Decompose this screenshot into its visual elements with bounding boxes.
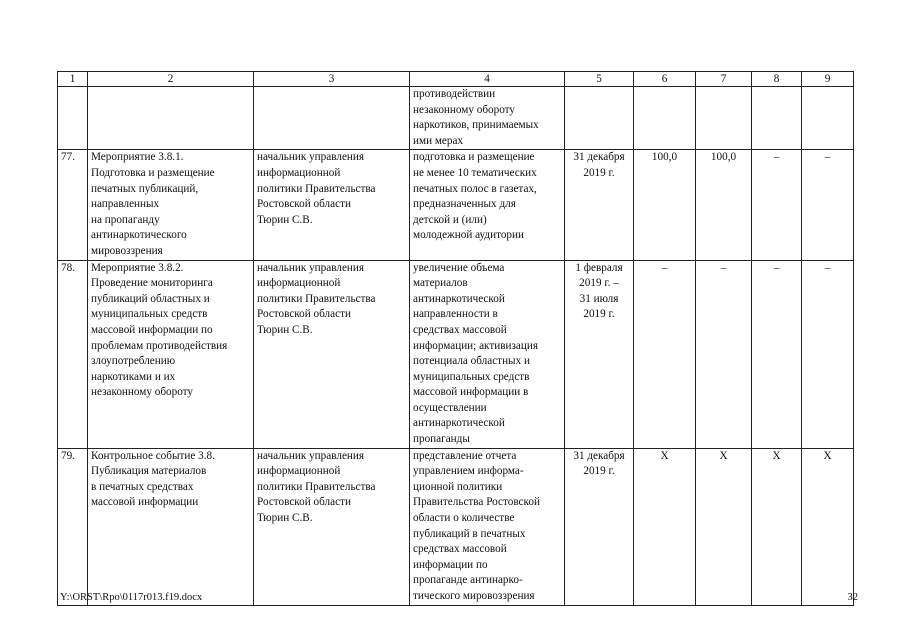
column-number: 9 — [802, 72, 854, 87]
value-col6: 100,0 — [634, 150, 696, 260]
value-col6: – — [634, 260, 696, 448]
row-number: 77. — [58, 150, 88, 260]
event-text: Мероприятие 3.8.2. Проведение мониторинга публикаций областных и муниципальных средств массовой информации по проблемам противодействия злоупотреблению наркотиками и их незаконному обороту — [91, 261, 228, 399]
column-number: 1 — [58, 72, 88, 87]
cell-empty — [254, 87, 410, 150]
cell-empty — [802, 87, 854, 150]
value-col8: – — [752, 150, 802, 260]
responsible-text: начальник управления информационной политики Правительства Ростовской области Тюрин С.В. — [257, 449, 376, 525]
responsible-text: начальник управления информационной политики Правительства Ростовской области Тюрин С.В. — [257, 151, 376, 226]
value-col9: – — [802, 150, 854, 260]
row-number: 78. — [58, 260, 88, 448]
column-number: 3 — [254, 72, 410, 87]
event-cell — [88, 260, 254, 448]
column-number-row — [58, 72, 854, 87]
value-col9: – — [802, 260, 854, 448]
table-row — [58, 448, 854, 605]
column-number: 4 — [410, 72, 565, 87]
event-text: Мероприятие 3.8.1. Подготовка и размещение печатных публикаций, направленных на пропаганду антинаркотического мировоззрения — [91, 151, 215, 257]
cell-empty — [88, 87, 254, 150]
date-text: 1 февраля 2019 г. – 31 июля 2019 г. — [575, 261, 623, 321]
table-row — [58, 150, 854, 260]
value-col7: 100,0 — [696, 150, 752, 260]
responsible-cell — [254, 448, 410, 605]
result-text: противодействии незаконному обороту наркотиков, принимаемых ими мерах — [413, 88, 539, 147]
date-text: 31 декабря 2019 г. — [573, 151, 625, 179]
value-col8: Х — [752, 448, 802, 605]
column-number: 7 — [696, 72, 752, 87]
value-col6: Х — [634, 448, 696, 605]
result-text: подготовка и размещение не менее 10 тематических печатных полос в газетах, предназначенных для детской и (или) молодежной аудитории — [413, 151, 537, 242]
cell-empty — [565, 87, 634, 150]
result-text: представление отчета управлением информа- ционной политики Правительства Ростовской области о количестве публикаций в печатных средствах массовой информации по пропаганде антинарко- тического мировоззрения — [413, 449, 540, 602]
event-text: Контрольное событие 3.8. Публикация материалов в печатных средствах массовой информации — [91, 449, 215, 509]
page-number: 32 — [847, 592, 858, 603]
result-cell — [410, 260, 565, 448]
cell-empty — [752, 87, 802, 150]
result-text: увеличение объема материалов антинаркотической направленности в средствах массовой информации; активизация потенциала областных и муниципальных средств массовой информации в осуществлении антинаркотической пропаганды — [413, 261, 538, 446]
value-col9: Х — [802, 448, 854, 605]
result-cell — [410, 150, 565, 260]
event-cell — [88, 150, 254, 260]
date-cell — [565, 448, 634, 605]
continuation-row — [58, 87, 854, 150]
date-cell — [565, 260, 634, 448]
event-cell — [88, 448, 254, 605]
row-number: 79. — [58, 448, 88, 605]
responsible-cell — [254, 260, 410, 448]
cell-empty — [58, 87, 88, 150]
responsible-text: начальник управления информационной политики Правительства Ростовской области Тюрин С.В. — [257, 261, 376, 336]
table-row — [58, 260, 854, 448]
date-text: 31 декабря 2019 г. — [573, 449, 625, 478]
file-path-footer: Y:\ORST\Rpo\0117r013.f19.docx — [60, 592, 203, 603]
date-cell — [565, 150, 634, 260]
responsible-cell — [254, 150, 410, 260]
result-cell — [410, 448, 565, 605]
cell-empty — [696, 87, 752, 150]
column-number: 5 — [565, 72, 634, 87]
column-number: 8 — [752, 72, 802, 87]
cell-empty — [634, 87, 696, 150]
column-number: 6 — [634, 72, 696, 87]
action-plan-table — [57, 71, 854, 606]
value-col8: – — [752, 260, 802, 448]
column-number: 2 — [88, 72, 254, 87]
result-cell — [410, 87, 565, 150]
value-col7: Х — [696, 448, 752, 605]
value-col7: – — [696, 260, 752, 448]
